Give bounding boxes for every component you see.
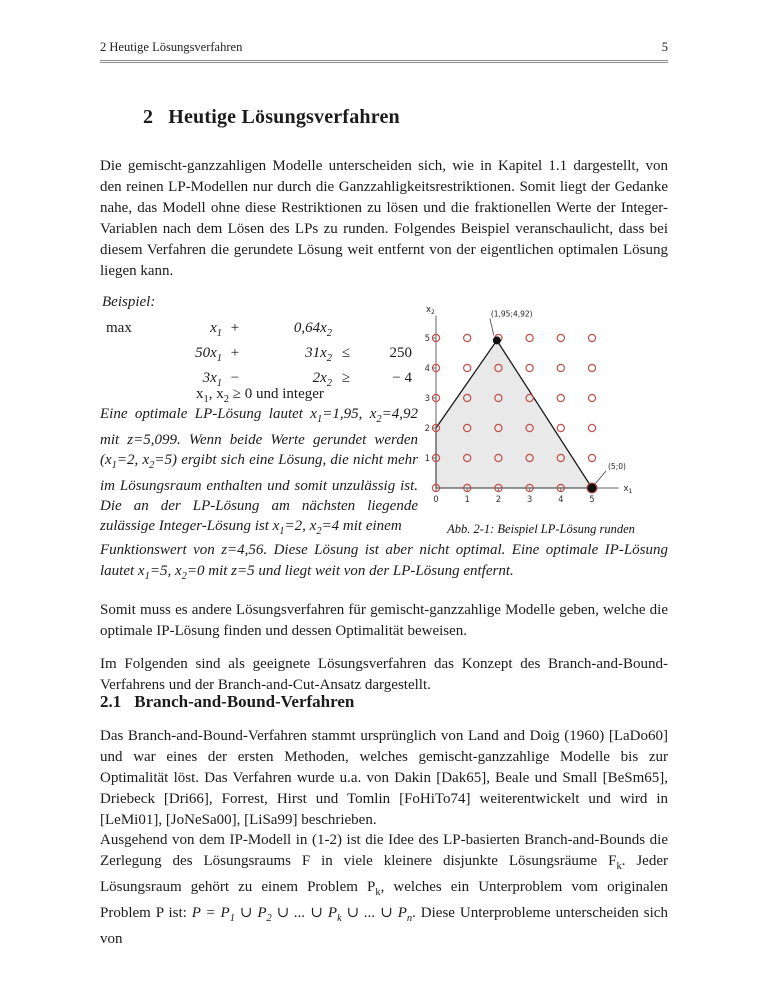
y-tick-label: 4 <box>424 364 430 374</box>
objective-op: + <box>230 320 240 336</box>
constraint-row-1 <box>106 341 412 366</box>
figure-lp-example <box>414 300 668 537</box>
ip-optimum-point <box>587 483 597 493</box>
section-heading <box>100 692 354 712</box>
example-label: Beispiel: <box>102 294 156 310</box>
section-heading-text: Branch-and-Bound-Verfahren <box>134 692 355 711</box>
c1-op: + <box>230 345 240 361</box>
objective-term1: $x_1$ <box>210 320 222 339</box>
x-tick-label: 1 <box>464 495 470 505</box>
lattice-point <box>557 364 564 371</box>
point-label: (1,95;4,92) <box>490 309 533 319</box>
y-tick-label: 1 <box>424 454 430 464</box>
lattice-point <box>557 334 564 341</box>
lattice-point <box>588 454 595 461</box>
c1-rhs: 250 <box>389 345 412 361</box>
section-paragraph-2 <box>100 830 668 950</box>
x-tick-label: 0 <box>433 495 439 505</box>
c1-relation: ≤ <box>341 345 351 361</box>
chapter-title-text: Heutige Lösungsverfahren <box>168 106 400 128</box>
lp-figure-plot <box>414 300 668 512</box>
c2-term1: $3x_1$ <box>202 370 222 389</box>
x-axis-label: $x_1$ <box>623 484 633 495</box>
figure-caption: Abb. 2-1: Beispiel LP-Lösung runden <box>447 522 635 536</box>
leader-line <box>490 318 494 335</box>
lattice-point <box>557 394 564 401</box>
section-number: 2.1 <box>100 692 122 711</box>
objective-term2: $0,64x_2$ <box>293 320 332 339</box>
lattice-point <box>464 364 471 371</box>
union-formula: $P = P_1$ ∪ $P_2$ ∪ ... ∪ $P_k$ ∪ ... ∪ $P_n$ <box>191 905 413 924</box>
paragraph-intro: Die gemischt-ganzzahligen Modelle unterscheiden sich, wie in Kapitel 1.1 dargestellt, von den reinen LP-Modellen nur durch die Ganzzahligkeitsrestriktionen. Somit liegt der Gedanke nahe, das Modell ohne diese Restriktionen zu lösen und die fraktionellen Werte der Integer-Variablen nach dem Lösen des LPs zu runden. Folgendes Beispiel veranschaulicht, dass bei diesem Verfahren die gerundete Lösung weit entfernt von der eigentlichen optimalen Lösung liegen kann. <box>100 158 668 279</box>
x-tick-label: 3 <box>526 495 533 505</box>
c2-relation: ≥ <box>341 370 351 386</box>
c2-term2: $2x_2$ <box>312 370 332 389</box>
paragraph-somit: Somit muss es andere Lösungsverfahren für gemischt-ganzzahlige Modelle geben, welche die optimale IP-Lösung finden und dessen Optimalität beweisen. <box>100 602 668 639</box>
page-number: 5 <box>661 40 668 54</box>
y-tick-label: 5 <box>424 334 430 344</box>
c1-term1: $50x_1$ <box>195 345 222 364</box>
c2-op: − <box>230 370 240 386</box>
x-tick-label: 5 <box>589 495 595 505</box>
chapter-number: 2 <box>143 106 154 128</box>
lattice-point <box>588 364 595 371</box>
domain-constraint: $x_1$, $x_2 \ge 0$ und integer <box>196 386 324 405</box>
x-tick-label: 4 <box>558 495 564 505</box>
lattice-point <box>588 334 595 341</box>
running-header <box>100 40 668 63</box>
lattice-point <box>557 424 564 431</box>
lattice-point <box>464 334 471 341</box>
feasible-region <box>436 340 592 488</box>
chapter-title <box>143 106 400 129</box>
example-discussion-wrapped: Eine optimale LP-Lösung lautet $x_1=1,95$, $x_2=4,92$ mit z=5,099. Wenn beide Werte gerundet werden ($x_1=2$, $x_2=5$) ergibt sich eine Lösung, die nicht mehr im Lösungsraum enthalten und somit unzulässig ist. Die an der LP-Lösung am nächsten liegende zulässige Integer-Lösung ist $x_1=2$, $x_2=4$ mit einem <box>100 406 418 537</box>
y-tick-label: 3 <box>424 394 430 404</box>
p2-text-after: . Diese Unterprobleme unterscheiden sich von <box>100 905 668 947</box>
p2-text-before: Ausgehend von dem IP-Modell in (1-2) ist die Idee des LP-basierten Branch-and-Bounds die Zerlegung des Lösungsraums F in viele kleinere disjunkte Lösungsräume $F_k$. Jeder Lösungsraum gehört zu einem Problem $P_k$, welches ein Unterproblem vom originalen Problem P ist: <box>100 832 668 921</box>
lp-optimum-point <box>493 336 501 344</box>
running-header-title: 2 Heutige Lösungsverfahren <box>100 40 243 54</box>
lattice-point <box>588 394 595 401</box>
max-operator: max <box>106 320 132 336</box>
leader-line <box>595 471 606 484</box>
lattice-point <box>526 334 533 341</box>
section-paragraph-1: Das Branch-and-Bound-Verfahren stammt ursprünglich von Land and Doig (1960) [LaDo60] und war eines der ersten Methoden, welches gemischt-ganzzahlige Modelle bis zur Optimalität löst. Das Verfahren wurde u.a. von Dakin [Dak65], Beale und Small [BeSm65], Driebeck [Dri66], Forrest, Hirst und Tomlin [FoHiTo74] weiterentwickelt und wird in [LeMi01], [JoNeSa00], [LiSa99] beschrieben. <box>100 728 668 828</box>
paragraph-im-folgenden: Im Folgenden sind als geeignete Lösungsverfahren das Konzept des Branch-and-Bound-Verfahrens und der Branch-and-Cut-Ansatz dargestellt. <box>100 656 668 693</box>
y-axis-label: $x_2$ <box>426 305 435 316</box>
y-tick-label: 2 <box>424 424 430 434</box>
example-discussion-continued: Funktionswert von z=4,56. Diese Lösung ist aber nicht optimal. Eine optimale IP-Lösung lautet $x_1=5$, $x_2=0$ mit z=5 und liegt weit von der LP-Lösung entfernt. <box>100 542 668 582</box>
objective-row <box>106 316 412 341</box>
x-tick-label: 2 <box>495 495 502 505</box>
c2-rhs: − 4 <box>392 370 412 386</box>
lattice-point <box>526 364 533 371</box>
lattice-point <box>588 424 595 431</box>
lp-model <box>106 316 412 391</box>
c1-term2: $31x_2$ <box>305 345 332 364</box>
point-label: (5;0) <box>608 462 626 471</box>
